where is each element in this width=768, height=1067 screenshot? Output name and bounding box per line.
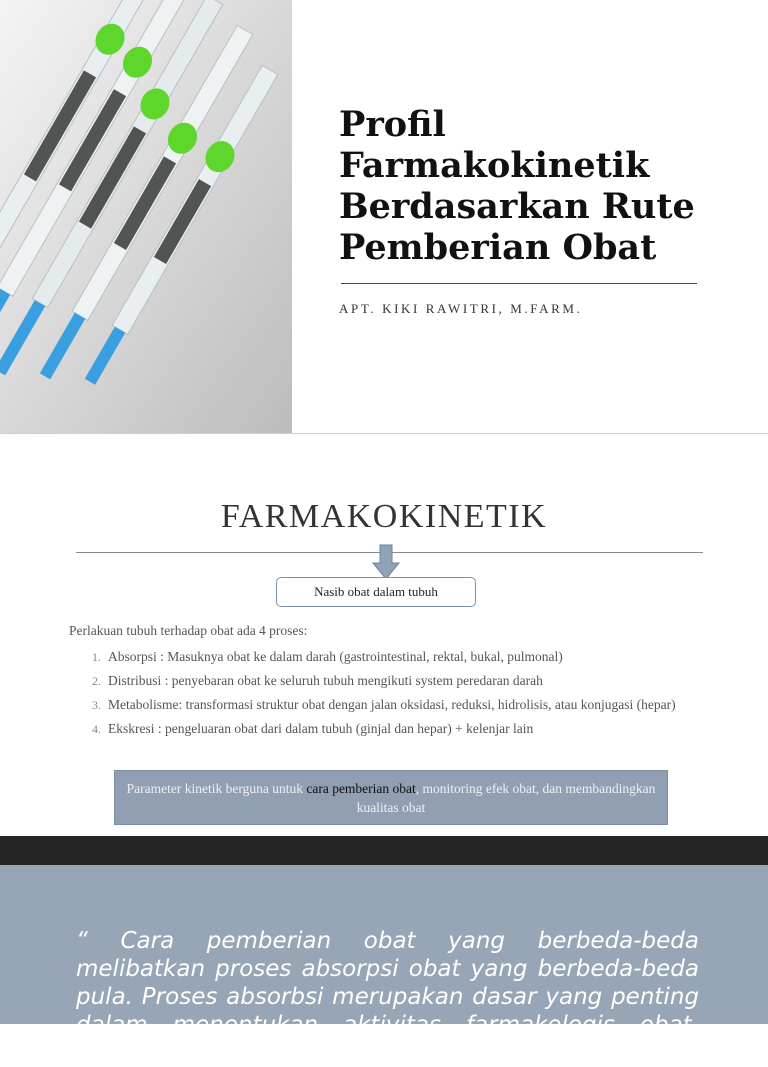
slide-heading: FARMAKOKINETIK: [220, 498, 548, 535]
parameter-note-box: [114, 770, 668, 825]
quote-slide: [0, 865, 768, 1066]
list-item: [0, 648, 700, 666]
list-number: 1.: [92, 650, 101, 664]
list-item: [0, 696, 700, 714]
title-slide: [0, 0, 768, 433]
syringes-photo: [0, 0, 292, 433]
parameter-note-start: Parameter kinetik berguna untuk: [126, 781, 307, 796]
title-divider: [341, 283, 697, 284]
list-number: 4.: [92, 722, 101, 736]
list-text: Metabolisme: transformasi struktur obat dengan jalan oksidasi, reduksi, hidrolisis, atau konjugasi (hepar): [108, 697, 676, 712]
presentation-title: Profil Farmakokinetik Berdasarkan Rute Pemberian Obat: [339, 104, 695, 268]
pharmacokinetics-slide: [0, 434, 768, 836]
process-intro: Perlakuan tubuh terhadap obat ada 4 proses:: [69, 623, 308, 638]
fate-box: Nasib obat dalam tubuh: [276, 577, 476, 607]
list-text: Ekskresi : pengeluaran obat dari dalam tubuh (ginjal dan hepar) + kelenjar lain: [108, 721, 534, 736]
list-text: Distribusi : penyebaran obat ke seluruh tubuh mengikuti system peredaran darah: [108, 673, 543, 688]
parameter-note-highlight: cara pemberian obat: [306, 781, 416, 796]
down-arrow-icon: [373, 545, 399, 579]
list-number: 3.: [92, 698, 101, 712]
quote-text: “ Cara pemberian obat yang berbeda-beda melibatkan proses absorpsi obat yang berbeda-beda pula. Proses absorbsi merupakan dasar yang penting dalam menentukan aktivitas farmakologis obat. Kegagalan atau: [76, 928, 699, 1066]
slide-dark-bar: [0, 836, 768, 865]
process-list: [0, 648, 700, 744]
list-item: [0, 720, 700, 738]
list-item: [0, 672, 700, 690]
list-text: Absorpsi : Masuknya obat ke dalam darah (gastrointestinal, rektal, bukal, pulmonal): [108, 649, 563, 664]
parameter-note-end: , monitoring efek obat, dan membandingkan kualitas obat: [356, 781, 656, 815]
author-name: APT. KIKI RAWITRI, M.FARM.: [339, 301, 583, 316]
list-number: 2.: [92, 674, 101, 688]
syringes-illustration: [0, 0, 292, 433]
